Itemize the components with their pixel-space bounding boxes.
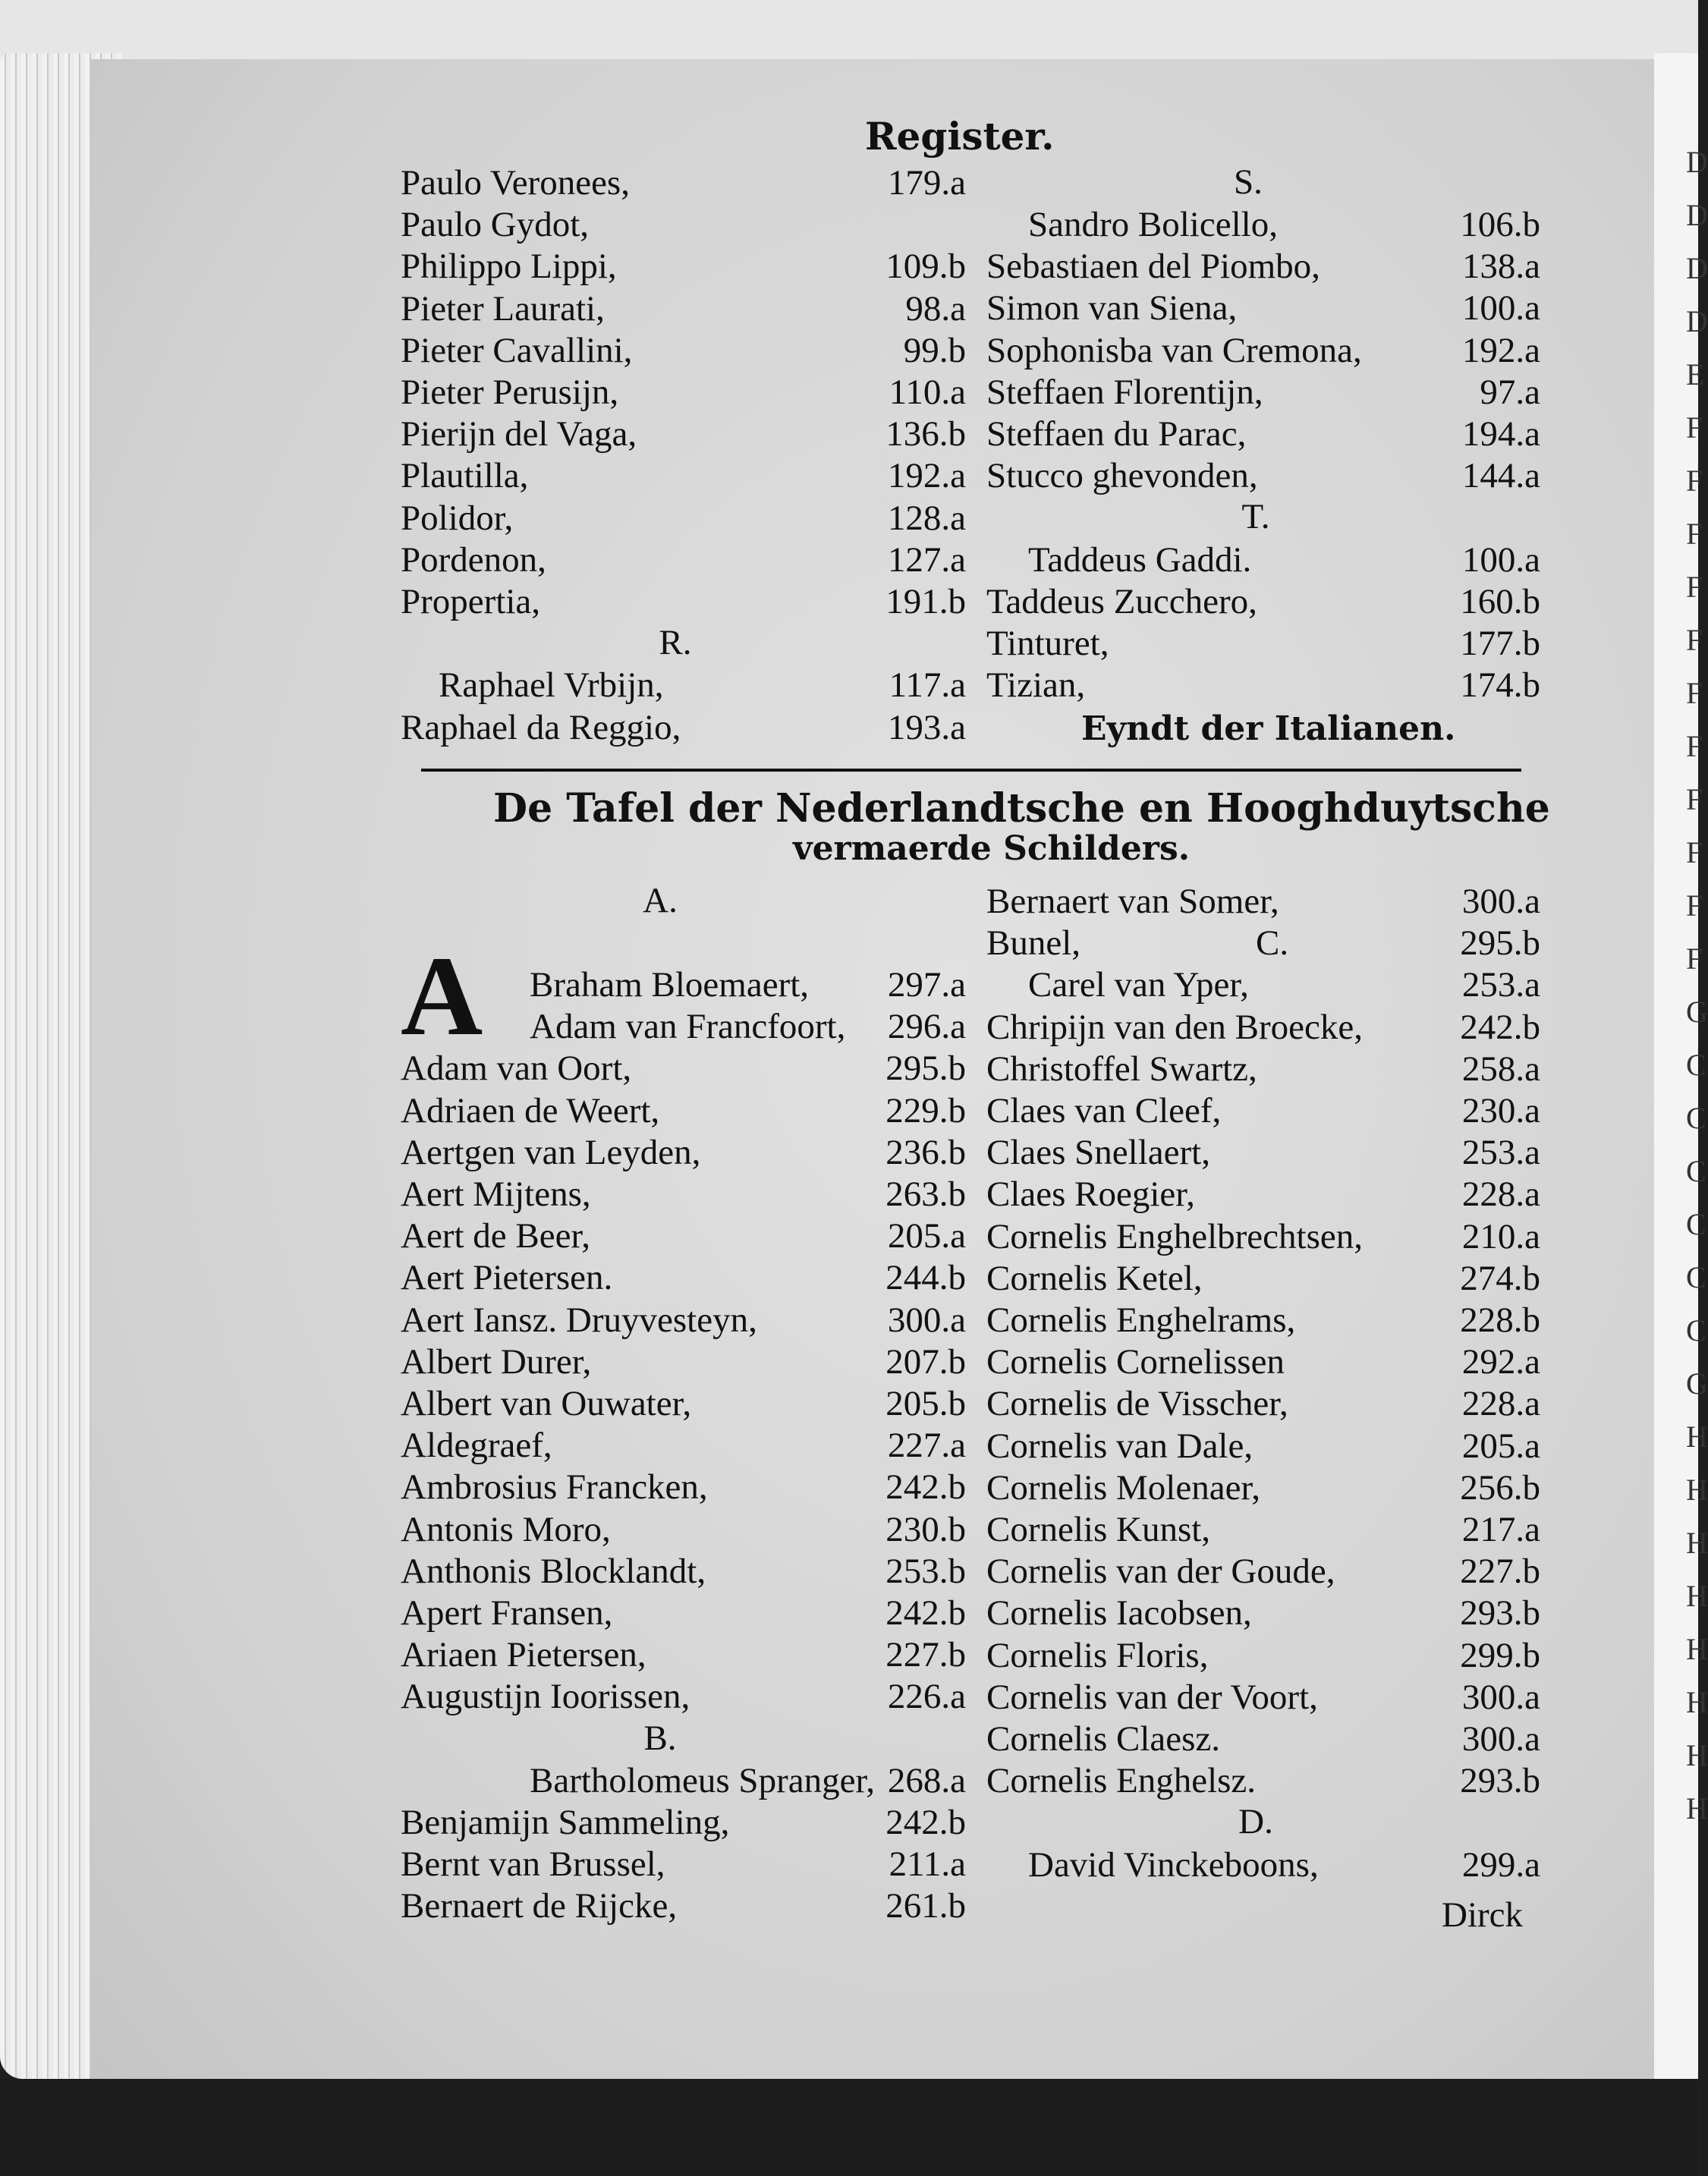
painter-name: Simon van Siena, [986, 288, 1238, 329]
page-reference: 109.b [885, 247, 966, 287]
index-entry [986, 454, 1540, 497]
index-entry [401, 1675, 966, 1718]
painter-name: Adriaen de Weert, [401, 1090, 660, 1130]
index-entry [986, 1844, 1540, 1886]
index-entry [401, 1508, 966, 1551]
facing-page-letter: C [1686, 1313, 1706, 1347]
index-entry [986, 580, 1540, 623]
page-reference: 144.a [1461, 456, 1540, 496]
section-letter: D. [1238, 1802, 1273, 1842]
index-entry [401, 964, 966, 1006]
page-reference: 106.b [1460, 205, 1540, 244]
painter-name: Propertia, [401, 582, 541, 621]
index-entry [401, 1382, 966, 1425]
page-reference: 192.a [887, 456, 966, 496]
page-reference: 293.b [1460, 1593, 1540, 1634]
index-entry [986, 1425, 1540, 1467]
painter-name: Pieter Cavallini, [401, 330, 633, 370]
index-entry [401, 1801, 966, 1844]
page-reference: 229.b [885, 1090, 966, 1130]
index-entry [401, 203, 966, 246]
facing-page-letter: D [1686, 145, 1708, 179]
page-reference: 297.a [887, 965, 966, 1005]
painter-name: Cornelis Ketel, [986, 1258, 1203, 1298]
page-reference: 230.a [1461, 1091, 1540, 1130]
index-entry [401, 1173, 966, 1215]
painter-name: Bartholomeus Spranger, [530, 1760, 875, 1800]
painter-name: Aert Iansz. Druyvesteyn, [401, 1300, 757, 1340]
page-reference: 300.a [1461, 882, 1540, 921]
painter-name: Braham Bloemaert, [530, 965, 810, 1005]
index-entry [401, 1256, 966, 1299]
page-reference: 227.b [1460, 1552, 1540, 1592]
page-reference: 292.a [1461, 1342, 1540, 1382]
index-entry [986, 964, 1540, 1006]
index-entry [986, 664, 1540, 706]
painter-name: Aldegraef, [401, 1426, 552, 1466]
index-entry [401, 1759, 966, 1802]
index-entry [986, 1718, 1540, 1760]
page-reference: 98.a [905, 288, 966, 329]
page-reference: 258.a [1461, 1049, 1540, 1089]
painter-name: Christoffel Swartz, [986, 1049, 1257, 1089]
painter-name: Cornelis Enghelrams, [986, 1300, 1296, 1340]
facing-page-letter: H [1686, 1473, 1708, 1507]
page-reference: 296.a [887, 1007, 966, 1047]
page-reference: 242.b [885, 1803, 966, 1842]
page-reference: 128.a [887, 498, 966, 538]
index-entry [401, 1550, 966, 1593]
index-entry [986, 245, 1540, 288]
index-entry [401, 1843, 966, 1885]
painter-name: Claes Snellaert, [986, 1133, 1210, 1173]
page-reference: 210.a [1461, 1216, 1540, 1256]
section-letter-a: A. [643, 881, 678, 920]
page-reference: 299.a [1461, 1844, 1540, 1885]
facing-page-letter: C [1686, 1101, 1706, 1135]
painter-name: Albert Durer, [401, 1341, 592, 1382]
drop-capital: A [401, 933, 483, 1059]
index-entry [401, 1299, 966, 1341]
index-entry [986, 329, 1540, 372]
painter-name: Sandro Bolicello, [1028, 205, 1278, 244]
painter-name: Cornelis Floris, [986, 1635, 1209, 1675]
index-entry [401, 413, 966, 455]
painter-name: Augustijn Ioorissen, [401, 1677, 690, 1717]
page-reference: 299.b [1460, 1635, 1540, 1675]
page-reference: 236.b [885, 1132, 966, 1172]
painter-name: Benjamijn Sammeling, [401, 1803, 730, 1842]
facing-page-letter: C [1686, 1154, 1706, 1188]
painter-name: Aertgen van Leyden, [401, 1132, 701, 1172]
painter-name: Carel van Yper, [1028, 965, 1249, 1005]
facing-page-letter: D [1686, 304, 1708, 338]
facing-page-letter: H [1686, 1791, 1708, 1825]
page-reference: 179.a [887, 163, 966, 203]
painter-name: David Vinckeboons, [1028, 1844, 1319, 1885]
page-reference: 127.a [887, 539, 966, 580]
painter-name: Raphael da Reggio, [401, 707, 681, 747]
painter-name: Taddeus Gaddi. [1028, 539, 1252, 580]
index-entry [401, 539, 966, 581]
page-reference: 100.a [1461, 539, 1540, 580]
index-entry [401, 245, 966, 288]
page-reference: 268.a [887, 1760, 966, 1800]
section-letter: B. [643, 1718, 677, 1758]
index-entry [401, 329, 966, 372]
painter-name: Sophonisba van Cremona, [986, 330, 1362, 370]
page-reference: 263.b [885, 1174, 966, 1214]
painter-name: Paulo Gydot, [401, 205, 590, 245]
facing-page-letter: F [1686, 517, 1703, 551]
facing-page-letter: H [1686, 1420, 1708, 1454]
index-entry [986, 880, 1540, 923]
painter-name: Pieter Perusijn, [401, 373, 619, 412]
page-reference: 295.b [885, 1049, 966, 1089]
index-entry [401, 497, 966, 539]
painter-name: Antonis Moro, [401, 1509, 611, 1549]
painter-name: Cornelis Cornelissen [986, 1342, 1285, 1382]
index-entry [986, 1676, 1540, 1718]
painter-name: Bernaert van Somer, [986, 882, 1279, 921]
page-reference: 242.b [885, 1467, 966, 1508]
page-reference: 177.b [1460, 624, 1540, 663]
painter-name: Bernaert de Rijcke, [401, 1886, 678, 1926]
facing-page-letter: H [1686, 1685, 1708, 1719]
painter-name: Raphael Vrbijn, [439, 665, 664, 706]
painter-name: Cornelis Enghelsz. [986, 1761, 1257, 1801]
page-reference: 227.b [885, 1635, 966, 1675]
page-reference: 160.b [1460, 581, 1540, 621]
index-entry [986, 1634, 1540, 1677]
section-letter: R. [659, 623, 692, 663]
painter-name: Aert de Beer, [401, 1216, 590, 1256]
section-letter-s: S. [1234, 162, 1263, 202]
italian-end-note: Eyndt der Italianen. [1081, 709, 1456, 748]
painter-name: Polidor, [401, 498, 514, 538]
page-reference: 253.b [885, 1551, 966, 1591]
painter-name: Albert van Ouwater, [401, 1384, 692, 1423]
index-entry [986, 539, 1540, 581]
index-entry [986, 1759, 1540, 1802]
painter-name: Plautilla, [401, 456, 529, 496]
page-reference: 99.b [903, 330, 966, 370]
painter-name: Claes van Cleef, [986, 1091, 1222, 1130]
painter-name: Bernt van Brussel, [401, 1844, 665, 1885]
page-reference: 117.a [889, 665, 966, 706]
index-entry [986, 1131, 1540, 1174]
page-reference: 244.b [885, 1258, 966, 1298]
painter-name: Steffaen du Parac, [986, 414, 1247, 454]
section-letter: C. [1256, 923, 1289, 964]
painter-name: Taddeus Zucchero, [986, 581, 1257, 621]
index-entry [986, 1550, 1540, 1593]
page-reference: 228.b [1460, 1300, 1540, 1340]
index-entry [401, 288, 966, 330]
index-entry [401, 1592, 966, 1634]
background-bottom [0, 2079, 1698, 2176]
page-reference: 100.a [1461, 288, 1540, 329]
index-entry [986, 1592, 1540, 1634]
page-reference: 97.a [1480, 372, 1540, 412]
painter-name: Pieter Laurati, [401, 288, 605, 329]
painter-name: Anthonis Blocklandt, [401, 1551, 706, 1591]
page-reference: 242.b [1460, 1007, 1540, 1047]
page-reference: 300.a [1461, 1719, 1540, 1759]
painter-name: Cornelis van Dale, [986, 1426, 1253, 1466]
facing-page-letter: F [1686, 676, 1703, 710]
section-letter: T. [1241, 497, 1270, 537]
index-entry [986, 1341, 1540, 1383]
page-reference: 205.b [885, 1384, 966, 1423]
painter-name: Cornelis Kunst, [986, 1510, 1211, 1549]
facing-page-letter: H [1686, 1579, 1708, 1613]
index-entry [401, 1005, 966, 1048]
page-reference: 261.b [885, 1886, 966, 1926]
page-reference: 242.b [885, 1593, 966, 1633]
page-reference: 194.a [1461, 414, 1540, 454]
page-reference: 205.a [1461, 1426, 1540, 1466]
index-entry [401, 454, 966, 497]
page-reference: 226.a [887, 1677, 966, 1717]
painter-name: Pordenon, [401, 539, 546, 580]
page-reference: 191.b [885, 582, 966, 621]
painter-name: Apert Fransen, [401, 1593, 613, 1633]
page-reference: 174.b [1460, 665, 1540, 706]
painter-name: Pierijn del Vaga, [401, 414, 637, 454]
facing-page-letter: F [1686, 623, 1703, 657]
painter-name: Cornelis de Visscher, [986, 1384, 1288, 1424]
index-entry [986, 1467, 1540, 1509]
page-reference: 207.b [885, 1341, 966, 1382]
index-entry [986, 203, 1540, 246]
index-entry [986, 1508, 1540, 1551]
painter-name: Stucco ghevonden, [986, 456, 1258, 496]
facing-page-letter: C [1686, 1048, 1706, 1082]
index-entry [401, 664, 966, 706]
page-header: Register. [865, 114, 1055, 159]
facing-page-letter: C [1686, 1260, 1706, 1294]
index-entry [401, 1131, 966, 1174]
facing-page-letter: F [1686, 410, 1703, 445]
page-reference: 293.b [1460, 1761, 1540, 1801]
facing-page-letter: F [1686, 570, 1703, 604]
page-reference: 228.a [1461, 1384, 1540, 1424]
index-entry [986, 413, 1540, 455]
index-entry [986, 1215, 1540, 1258]
page-reference: 300.a [1461, 1677, 1540, 1717]
table-title-line2: vermaerde Schilders. [793, 829, 1191, 868]
painter-name: Bunel, [986, 923, 1081, 964]
index-entry [401, 1466, 966, 1508]
index-entry [401, 1090, 966, 1132]
facing-page-letter: E [1686, 357, 1705, 391]
facing-page-letter: D [1686, 198, 1708, 232]
painter-name: Tinturet, [986, 624, 1109, 663]
page-reference: 192.a [1461, 330, 1540, 370]
painter-name: Aert Pietersen. [401, 1258, 613, 1298]
index-entry [986, 1006, 1540, 1049]
index-entry [401, 162, 966, 204]
page-reference: 253.a [1461, 1133, 1540, 1173]
section-divider [421, 769, 1521, 772]
facing-page-letter: H [1686, 1526, 1708, 1560]
painter-name: Cornelis Enghelbrechtsen, [986, 1216, 1363, 1256]
page-reference: 253.a [1461, 965, 1540, 1005]
page-reference: 211.a [889, 1844, 966, 1885]
facing-page-letter: C [1686, 1207, 1706, 1241]
background-top [0, 0, 1698, 68]
index-entry [986, 371, 1540, 414]
facing-page-letter: F [1686, 888, 1703, 923]
index-entry [401, 1341, 966, 1383]
painter-name: Paulo Veronees, [401, 163, 630, 203]
catchword: Dirck [1442, 1895, 1524, 1935]
facing-page-letter: D [1686, 251, 1708, 285]
painter-name: Claes Roegier, [986, 1174, 1195, 1215]
facing-page-letter: G [1686, 995, 1708, 1029]
painter-name: Cornelis van der Voort, [986, 1677, 1318, 1717]
page-reference: 230.b [885, 1509, 966, 1549]
index-entry [401, 706, 966, 749]
index-entry [986, 1048, 1540, 1090]
facing-page-letter: F [1686, 464, 1703, 498]
facing-page-letter: F [1686, 729, 1703, 763]
page-reference: 227.a [887, 1426, 966, 1466]
index-entry [986, 622, 1540, 665]
page-reference: 228.a [1461, 1174, 1540, 1215]
facing-page-letter: F [1686, 942, 1703, 976]
page-reference: 110.a [889, 373, 966, 412]
painter-name: Adam van Francfoort, [530, 1007, 846, 1047]
painter-name: Philippo Lippi, [401, 247, 617, 287]
painter-name: Adam van Oort, [401, 1049, 632, 1089]
painter-name: Steffaen Florentijn, [986, 372, 1263, 412]
page-reference: 295.b [1460, 923, 1540, 964]
table-title: De Tafel der Nederlandtsche en Hooghduytsche [493, 785, 1550, 832]
index-entry [986, 1173, 1540, 1215]
index-entry [986, 1090, 1540, 1132]
index-entry [401, 1215, 966, 1257]
index-entry [401, 580, 966, 623]
painter-name: Cornelis van der Goude, [986, 1552, 1335, 1592]
index-entry [401, 1634, 966, 1676]
page-reference: 205.a [887, 1216, 966, 1256]
page-reference: 193.a [887, 707, 966, 747]
painter-name: Sebastiaen del Piombo, [986, 247, 1320, 287]
painter-name: Aert Mijtens, [401, 1174, 591, 1214]
page-reference: 274.b [1460, 1258, 1540, 1298]
facing-page-letter: F [1686, 782, 1703, 816]
index-entry [401, 1047, 966, 1090]
index-entry [986, 287, 1540, 329]
painter-name: Chripijn van den Broecke, [986, 1007, 1363, 1047]
page-reference: 138.a [1461, 247, 1540, 287]
index-entry [401, 371, 966, 414]
painter-name: Ambrosius Francken, [401, 1467, 708, 1508]
index-entry [401, 1885, 966, 1927]
painter-name: Cornelis Molenaer, [986, 1467, 1260, 1508]
painter-name: Tizian, [986, 665, 1086, 706]
facing-page-letter: H [1686, 1632, 1708, 1666]
painter-name: Cornelis Iacobsen, [986, 1593, 1252, 1634]
page-reference: 300.a [887, 1300, 966, 1340]
index-entry [986, 1299, 1540, 1341]
page-reference: 136.b [885, 414, 966, 454]
page-reference: 217.a [1461, 1510, 1540, 1549]
index-entry [986, 1382, 1540, 1425]
facing-page-letter: H [1686, 1738, 1708, 1772]
index-entry [986, 1257, 1540, 1300]
painter-name: Cornelis Claesz. [986, 1719, 1221, 1759]
page-reference: 256.b [1460, 1467, 1540, 1508]
facing-page-letter: F [1686, 835, 1703, 869]
painter-name: Ariaen Pietersen, [401, 1635, 646, 1675]
index-entry [401, 1424, 966, 1467]
index-entry [986, 922, 1540, 964]
facing-page-letter: G [1686, 1366, 1708, 1401]
